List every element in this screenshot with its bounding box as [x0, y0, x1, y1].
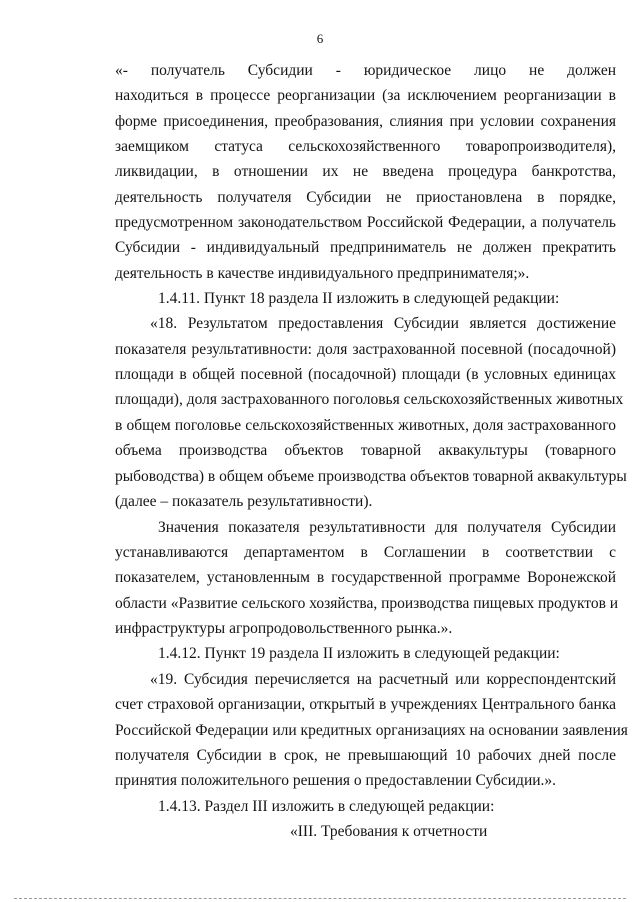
text-line: инфраструктуры агропродовольственного рынка.». [115, 620, 453, 637]
text-line: показателя результативности: доля застрахованной посевной (посадочной) [115, 341, 616, 358]
text-line: заемщиком статуса сельскохозяйственного товаропроизводителя), [115, 138, 616, 155]
text-line: деятельность в качестве индивидуального предпринимателя;». [115, 265, 530, 282]
text-line: объема производства объектов товарной аквакультуры (товарного [115, 442, 616, 459]
text-line: (далее – показатель результативности). [115, 493, 373, 510]
text-line: получателя Субсидии в срок, не превышающий 10 рабочих дней после [115, 747, 616, 764]
section-heading: 1.4.11. Пункт 18 раздела II изложить в следующей редакции: [158, 290, 560, 307]
text-line: «19. Субсидия перечисляется на расчетный или корреспондентский [150, 671, 616, 688]
text-line: «- получатель Субсидии - юридическое лицо не должен [115, 62, 616, 79]
text-line: находиться в процессе реорганизации (за исключением реорганизации в [115, 87, 616, 104]
text-line: площади в общей посевной (посадочной) площади (в условных единицах [115, 366, 616, 383]
text-line: показателем, установленным в государственной программе Воронежской [115, 569, 616, 586]
text-line: Значения показателя результативности для получателя Субсидии [158, 519, 616, 536]
text-line: форме присоединения, преобразования, слияния при условии сохранения [115, 113, 616, 130]
section-title: «III. Требования к отчетности [290, 823, 488, 840]
text-line: рыбоводства) в общем объеме производства объектов товарной аквакультуры [115, 468, 627, 485]
text-line: Российской Федерации или кредитных организациях на основании заявления [115, 722, 628, 739]
page-number: 6 [316, 31, 324, 46]
text-line: области «Развитие сельского хозяйства, производства пищевых продуктов и [115, 595, 619, 612]
section-heading: 1.4.12. Пункт 19 раздела II изложить в следующей редакции: [158, 645, 560, 662]
text-line: Субсидии - индивидуальный предприниматель не должен прекратить [115, 239, 616, 256]
scan-edge-divider [14, 898, 626, 901]
text-line: «18. Результатом предоставления Субсидии является достижение [150, 315, 616, 332]
text-line: счет страховой организации, открытый в учреждениях Центрального банка [115, 696, 616, 713]
text-line: предусмотренном законодательством Российской Федерации, а получатель [115, 214, 616, 231]
section-heading: 1.4.13. Раздел III изложить в следующей редакции: [158, 798, 495, 815]
text-line: в общем поголовье сельскохозяйственных животных, доля застрахованного [115, 417, 616, 434]
text-line: устанавливаются департаментом в Соглашении в соответствии с [115, 544, 616, 561]
text-line: принятия положительного решения о предоставлении Субсидии.». [115, 772, 557, 789]
text-line: площади), доля застрахованного поголовья сельскохозяйственных животных [115, 391, 624, 408]
text-line: деятельность получателя Субсидии не приостановлена в порядке, [115, 189, 616, 206]
text-line: ликвидации, в отношении их не введена процедура банкротства, [115, 163, 616, 180]
